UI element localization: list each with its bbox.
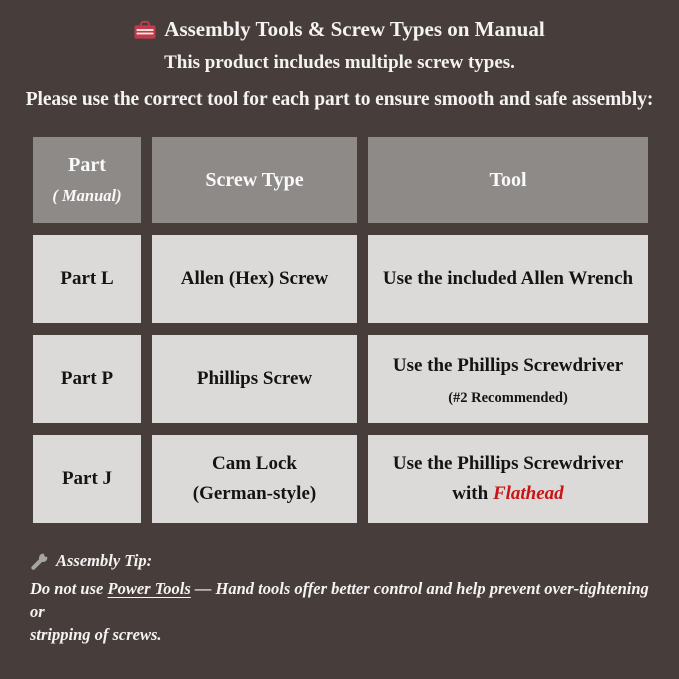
- wrench-icon: [30, 552, 49, 571]
- part-name: Part L: [60, 268, 114, 289]
- table-row-1-tool-cell: [368, 235, 648, 323]
- header-screw-type-label: Screw Type: [205, 169, 304, 191]
- screw-type-value: Allen (Hex) Screw: [180, 268, 329, 289]
- tool-value: Use the Phillips Screwdriver: [392, 354, 624, 376]
- header-cell-part: [33, 137, 141, 223]
- table-row-1-part-cell: [33, 235, 141, 323]
- intro-subtitle-1: This product includes multiple screw types.: [164, 52, 515, 73]
- header-part-label: Part: [68, 153, 106, 176]
- table-row-2-tool-cell: [368, 335, 648, 423]
- header-cell-screw-type: [152, 137, 357, 223]
- tool-value-line-2: [452, 479, 563, 509]
- header-cell-tool: [368, 137, 648, 223]
- assembly-tip-section: [30, 549, 649, 646]
- assembly-tip-body: [30, 577, 649, 646]
- header-part-sublabel: ( Manual): [52, 185, 122, 205]
- screw-type-value: Cam Lock: [212, 453, 297, 474]
- table-row-3-part-cell: [33, 435, 141, 523]
- part-name: Part J: [61, 468, 113, 489]
- intro-subtitle-2: Please use the correct tool for each part to ensure smooth and safe assembly:: [25, 89, 654, 110]
- tool-with-text: with: [452, 483, 493, 504]
- page-title-row: [0, 0, 679, 42]
- tip-text-line-2: stripping of screws.: [30, 625, 162, 644]
- tip-power-tools-underline: Power Tools: [107, 579, 191, 598]
- header-tool-label: Tool: [489, 169, 527, 191]
- table-row-3-screw-cell: [152, 435, 357, 523]
- part-name: Part P: [60, 368, 114, 389]
- intro-section: [0, 0, 679, 113]
- tool-value: Use the included Allen Wrench: [382, 268, 634, 289]
- assembly-tip-heading: Assembly Tip:: [56, 551, 153, 570]
- toolbox-icon: [134, 20, 156, 39]
- table-row-1-screw-cell: [152, 235, 357, 323]
- tip-text-pre: Do not use: [30, 579, 108, 598]
- tool-recommendation-note: (#2 Recommended): [448, 389, 568, 406]
- page-title: Assembly Tools & Screw Types on Manual: [164, 17, 545, 41]
- screw-type-style-note: (German-style): [192, 483, 317, 504]
- tip-text-post: — Hand tools offer better control and help prevent over-tightening or: [30, 579, 649, 621]
- table-row-2-part-cell: [33, 335, 141, 423]
- table-row-3-tool-cell: [368, 435, 648, 523]
- tool-flathead-accent: Flathead: [492, 483, 564, 504]
- screw-type-value: Phillips Screw: [196, 368, 313, 389]
- assembly-tip-heading-row: [30, 549, 649, 573]
- table-row-2-screw-cell: [152, 335, 357, 423]
- screw-tool-table: [33, 137, 679, 523]
- tool-value: Use the Phillips Screwdriver: [392, 453, 624, 474]
